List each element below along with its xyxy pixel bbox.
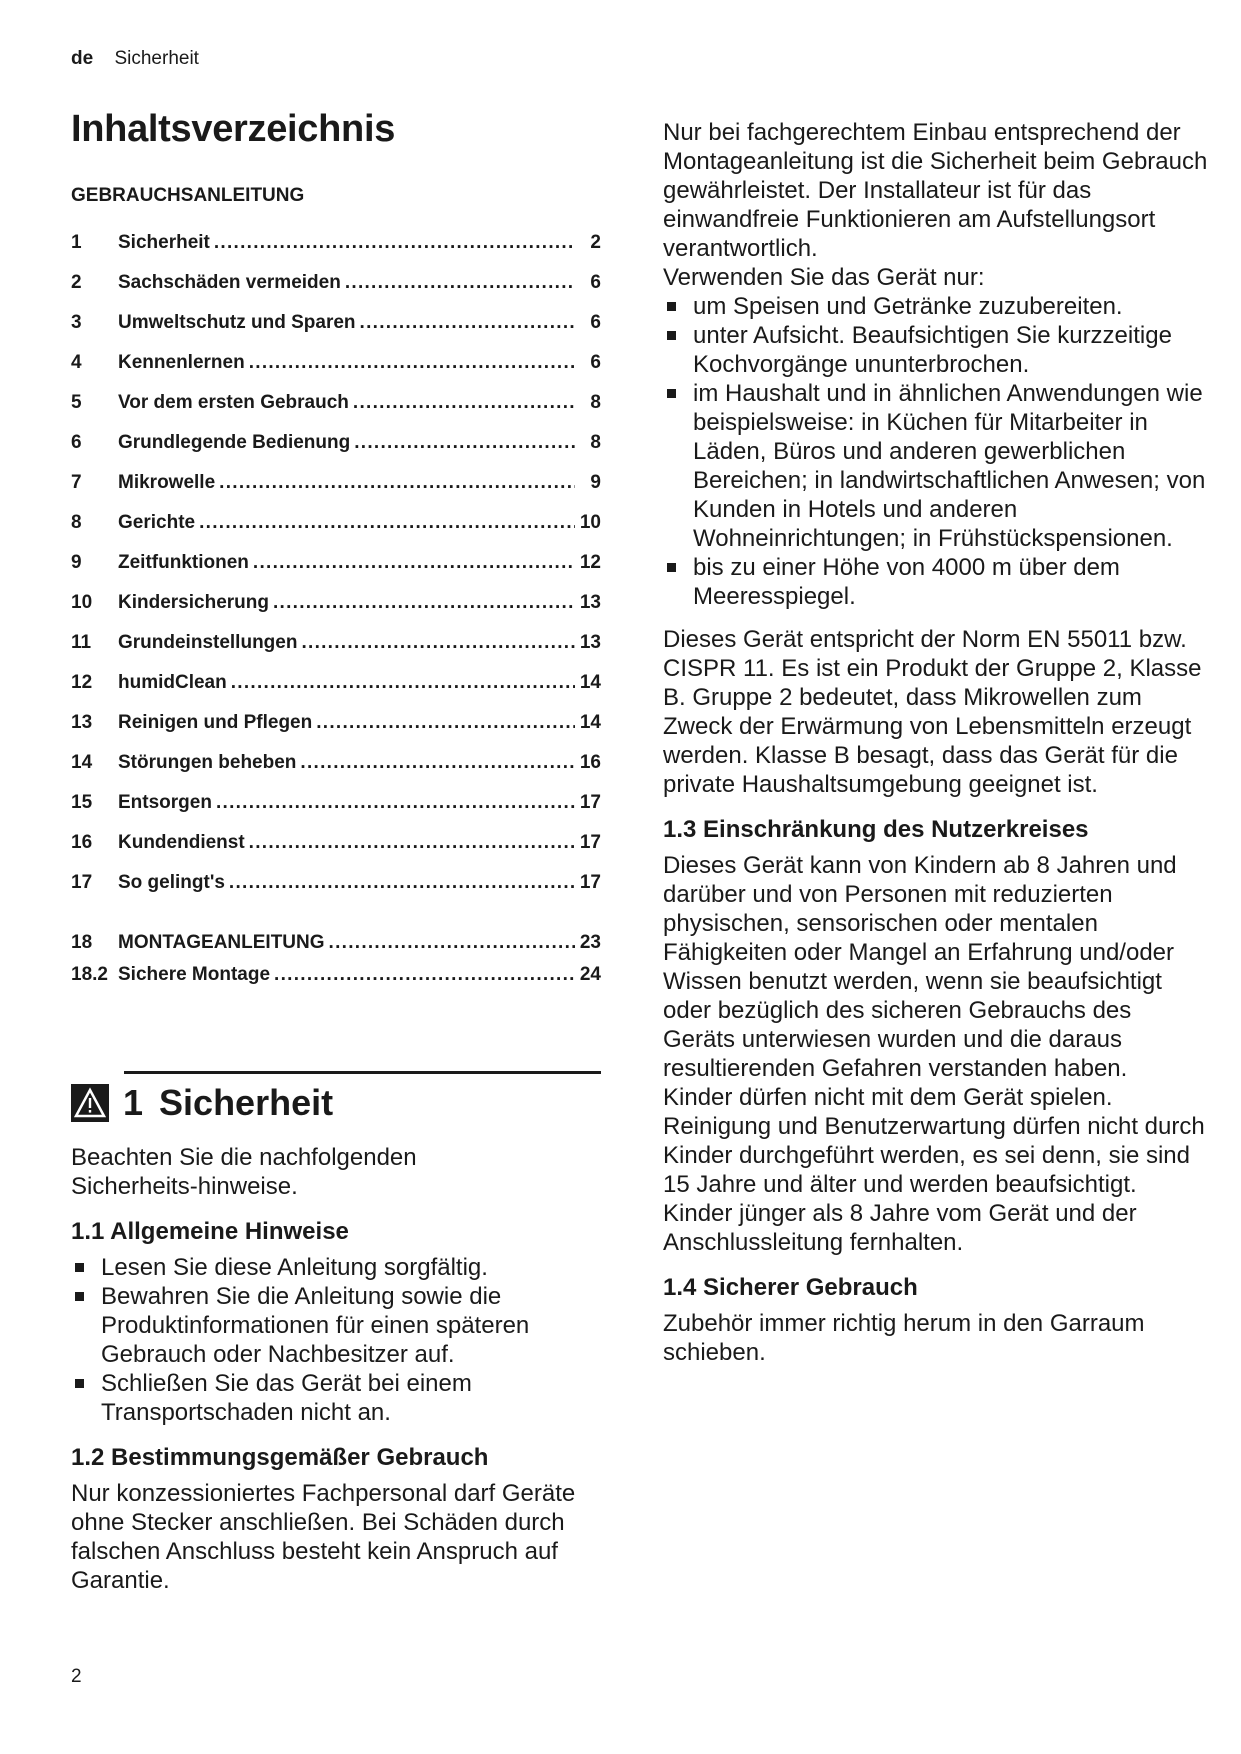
toc-entry[interactable]: [71, 823, 601, 863]
toc-dot-leader: [229, 863, 575, 903]
toc-dot-leader: [216, 783, 575, 823]
section-title: Sicherheit: [159, 1082, 334, 1123]
toc-dot-leader: [249, 343, 575, 383]
toc-entry-page: 2: [590, 232, 601, 253]
list-1-1: [71, 1253, 591, 1427]
toc-entry-label: Sachschäden vermeiden: [118, 272, 341, 293]
toc-entry-page: 14: [579, 712, 601, 733]
toc-entry[interactable]: [71, 663, 601, 703]
toc-entry-number: 6: [71, 432, 82, 453]
list-use-only: [663, 292, 1208, 611]
toc-extra: [71, 927, 601, 991]
toc-entry[interactable]: [71, 863, 601, 903]
toc-entry-page: 10: [579, 512, 601, 533]
toc-entry-label: Zeitfunktionen: [118, 552, 249, 573]
toc-entry[interactable]: [71, 543, 601, 583]
toc-entry-page: 8: [590, 392, 601, 413]
paragraph-1-3-a: Dieses Gerät kann von Kindern ab 8 Jahren und darüber und von Personen mit reduzierten physischen, sensorischen oder mentalen Fähigkeiten oder Mangel an Erfahrung und/oder Wissen benutzt werden, wenn sie beaufsichtigt oder bezüglich des sicheren Gebrauchs des Geräts unterwiesen wurden und die daraus resultierenden Gefahren verstanden haben.: [663, 852, 1177, 1082]
list-item: im Haushalt und in ähnlichen Anwendungen wie beispielsweise: in Küchen für Mitarbeiter in Läden, Büros und anderen gewerblichen Bereichen; in landwirtschaftlichen Anwesen; von Kunden in Hotels und anderen Wohneinrichtungen; in Frühstückspensionen.: [663, 379, 1208, 553]
list-item: Schließen Sie das Gerät bei einem Transportschaden nicht an.: [71, 1369, 591, 1427]
toc-entry-number: 15: [71, 792, 93, 813]
language-code: de: [71, 48, 94, 69]
toc-dot-leader: [301, 623, 575, 663]
toc-dot-leader: [354, 423, 575, 463]
toc-entry[interactable]: [71, 303, 601, 343]
toc-entry-number: 4: [71, 352, 82, 373]
toc-entry-number: 11: [71, 632, 92, 653]
toc-entry-label: Sichere Montage: [118, 964, 271, 985]
paragraph-1-3-c: Reinigung und Benutzerwartung dürfen nicht durch Kinder durchgeführt werden, es sei denn, sie sind 15 Jahre und älter und werden beaufsichtigt.: [663, 1113, 1205, 1198]
list-item: Bewahren Sie die Anleitung sowie die Produktinformationen für einen späteren Gebrauch oder Nachbesitzer auf.: [71, 1282, 591, 1369]
toc-entry-page: 12: [579, 552, 601, 573]
toc-entry-page: 9: [590, 472, 601, 493]
toc-entry-page: 17: [579, 872, 601, 893]
toc-dot-leader: [274, 959, 575, 991]
paragraph-use-only: Verwenden Sie das Gerät nur:: [663, 264, 985, 291]
toc-entry-number: 7: [71, 472, 82, 493]
list-item: um Speisen und Getränke zuzubereiten.: [663, 292, 1208, 321]
left-column: [71, 100, 601, 1595]
toc-entry-label: Störungen beheben: [118, 752, 297, 773]
heading-1-1: 1.1 Allgemeine Hinweise: [71, 1218, 349, 1245]
toc-entry-number: 17: [71, 872, 93, 893]
toc-dot-leader: [249, 823, 575, 863]
toc-entry[interactable]: [71, 503, 601, 543]
toc-entry[interactable]: [71, 959, 601, 991]
paragraph-1-3-d: Kinder jünger als 8 Jahre vom Gerät und der Anschlussleitung fernhalten.: [663, 1200, 1137, 1256]
toc-entry-label: Reinigen und Pflegen: [118, 712, 313, 733]
toc-entry-page: 6: [590, 312, 601, 333]
toc-entry-page: 24: [579, 964, 601, 985]
toc-entry-label: Gerichte: [118, 512, 196, 533]
toc-entry-page: 6: [590, 352, 601, 373]
toc-entry-number: 18.2: [71, 964, 108, 985]
toc-dot-leader: [329, 927, 575, 959]
right-column: [663, 118, 1208, 1367]
toc-dot-leader: [360, 303, 575, 343]
toc-entry-number: 18: [71, 932, 93, 953]
toc-entry-number: 12: [71, 672, 93, 693]
toc-entry[interactable]: [71, 743, 601, 783]
toc-entry[interactable]: [71, 703, 601, 743]
toc-dot-leader: [214, 223, 575, 263]
warning-icon: [71, 1084, 109, 1122]
toc-entry-number: 2: [71, 272, 82, 293]
toc-dot-leader: [199, 503, 575, 543]
page-header: [71, 48, 199, 70]
toc-entry-label: Vor dem ersten Gebrauch: [118, 392, 349, 413]
toc-entry-label: Kindersicherung: [118, 592, 269, 613]
toc-entry-label: Sicherheit: [118, 232, 210, 253]
heading-1-3: 1.3 Einschränkung des Nutzerkreises: [663, 816, 1089, 843]
toc-dot-leader: [253, 543, 575, 583]
toc-entry-page: 13: [579, 592, 601, 613]
paragraph-1-3-b: Kinder dürfen nicht mit dem Gerät spielen.: [663, 1084, 1113, 1111]
toc-entry-page: 23: [579, 932, 601, 953]
toc-entry[interactable]: [71, 383, 601, 423]
list-item: Lesen Sie diese Anleitung sorgfältig.: [71, 1253, 591, 1282]
toc-entry-label: Mikrowelle: [118, 472, 216, 493]
toc-entry-page: 17: [579, 832, 601, 853]
toc-entry-number: 3: [71, 312, 82, 333]
toc-entry[interactable]: [71, 927, 601, 959]
paragraph-norm: Dieses Gerät entspricht der Norm EN 55011 bzw. CISPR 11. Es ist ein Produkt der Gruppe 2, Klasse B. Gruppe 2 bedeutet, dass Mikrowellen zum Zweck der Erwärmung von Lebensmitteln erzeugt werden. Klasse B besagt, dass das Gerät für die private Haushaltsumgebung geeignet ist.: [663, 626, 1202, 798]
toc-entry-label: humidClean: [118, 672, 227, 693]
toc-entry-page: 6: [590, 272, 601, 293]
toc-entry-number: 13: [71, 712, 93, 733]
toc-entry-number: 1: [71, 232, 82, 253]
toc-entry[interactable]: [71, 423, 601, 463]
toc-dot-leader: [219, 463, 575, 503]
paragraph-1-4: Zubehör immer richtig herum in den Garraum schieben.: [663, 1310, 1145, 1366]
toc-entry-page: 13: [579, 632, 601, 653]
toc-entry[interactable]: [71, 783, 601, 823]
toc-dot-leader: [345, 263, 575, 303]
heading-1-4: 1.4 Sicherer Gebrauch: [663, 1274, 918, 1301]
toc-entry[interactable]: [71, 223, 601, 263]
toc-entry-number: 14: [71, 752, 93, 773]
toc-dot-leader: [353, 383, 575, 423]
toc-entry-label: So gelingt's: [118, 872, 225, 893]
section-number: 1: [123, 1082, 144, 1123]
toc-entry-number: 5: [71, 392, 82, 413]
list-item: bis zu einer Höhe von 4000 m über dem Meeresspiegel.: [663, 553, 1208, 611]
heading-1-2: 1.2 Bestimmungsgemäßer Gebrauch: [71, 1444, 489, 1471]
toc-entry[interactable]: [71, 623, 601, 663]
toc-entry[interactable]: [71, 583, 601, 623]
toc-entry-label: Kundendienst: [118, 832, 245, 853]
toc-title: Inhaltsverzeichnis: [71, 108, 396, 150]
toc-entry-number: 8: [71, 512, 82, 533]
toc-dot-leader: [231, 663, 575, 703]
toc-subtitle: GEBRAUCHSANLEITUNG: [71, 185, 305, 206]
toc-entry-number: 9: [71, 552, 82, 573]
toc-entry-page: 8: [590, 432, 601, 453]
toc-dot-leader: [316, 703, 575, 743]
section-intro: Beachten Sie die nachfolgenden Sicherheits-hinweise.: [71, 1144, 417, 1200]
toc-entry-label: MONTAGEANLEITUNG: [118, 932, 325, 953]
toc-entry-page: 14: [579, 672, 601, 693]
toc-entry-number: 16: [71, 832, 93, 853]
paragraph-install: Nur bei fachgerechtem Einbau entsprechend der Montageanleitung ist die Sicherheit beim Gebrauch gewährleistet. Der Installateur ist für das einwandfreie Funktionieren am Aufstellungsort verantwortlich.: [663, 119, 1208, 262]
list-item: unter Aufsicht. Beaufsichtigen Sie kurzzeitige Kochvorgänge ununterbrochen.: [663, 321, 1208, 379]
toc-entry-label: Kennenlernen: [118, 352, 245, 373]
toc-entry-label: Entsorgen: [118, 792, 212, 813]
section-1-heading: [71, 1071, 601, 1125]
section-rule: [124, 1071, 601, 1074]
toc-entry-label: Grundlegende Bedienung: [118, 432, 351, 453]
toc-entry-page: 17: [579, 792, 601, 813]
toc-dot-leader: [300, 743, 575, 783]
header-section: Sicherheit: [114, 48, 199, 69]
toc-entry[interactable]: [71, 463, 601, 503]
page-number: 2: [71, 1666, 82, 1687]
toc-list: [71, 223, 601, 903]
toc-entry[interactable]: [71, 343, 601, 383]
toc-dot-leader: [273, 583, 575, 623]
toc-entry-page: 16: [579, 752, 601, 773]
toc-entry[interactable]: [71, 263, 601, 303]
toc-entry-label: Grundeinstellungen: [118, 632, 298, 653]
toc-entry-label: Umweltschutz und Sparen: [118, 312, 356, 333]
toc-entry-number: 10: [71, 592, 93, 613]
paragraph-1-2: Nur konzessioniertes Fachpersonal darf Geräte ohne Stecker anschließen. Bei Schäden durch falschen Anschluss besteht kein Anspruch auf Garantie.: [71, 1480, 576, 1594]
